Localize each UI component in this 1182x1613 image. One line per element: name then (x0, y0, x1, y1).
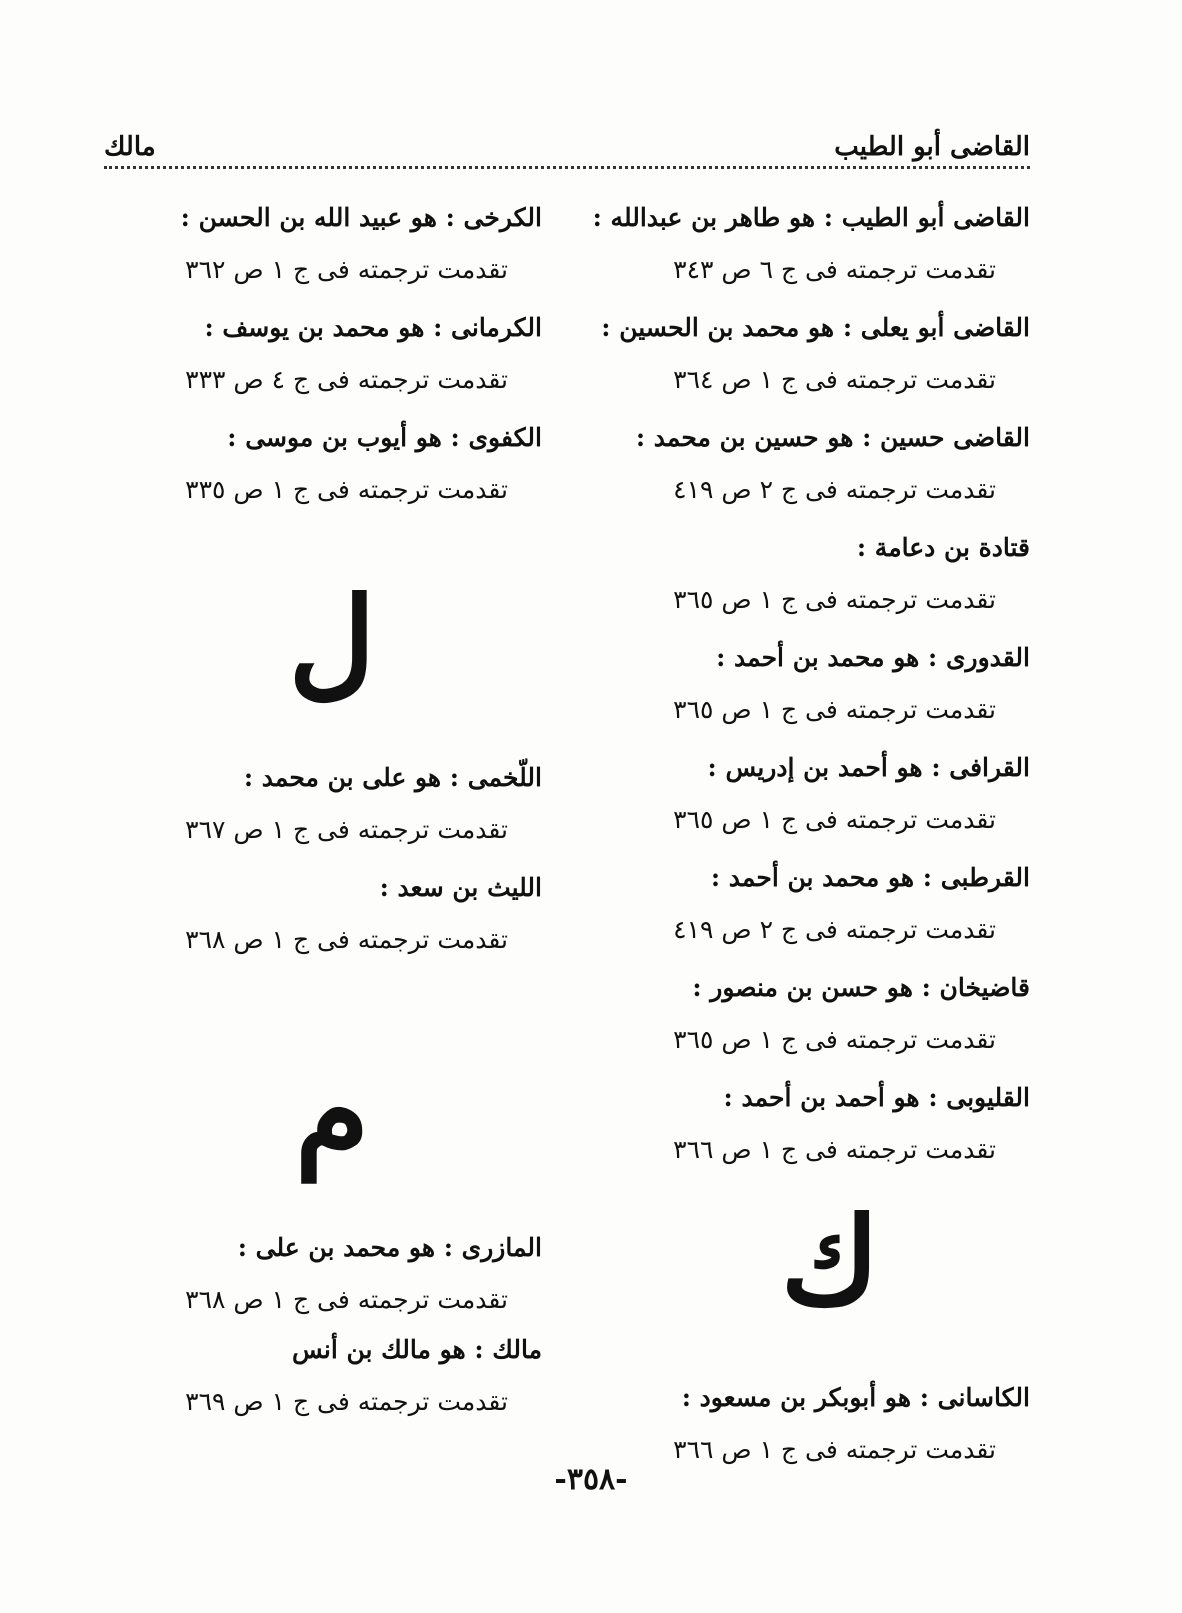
running-head-right: القاضى أبو الطيب (834, 132, 1030, 162)
entry (570, 962, 1030, 1066)
entry-heading: المازرى : هو محمد بن على : (237, 1233, 542, 1262)
entry (570, 1372, 1030, 1476)
entry-reference: تقدمت ترجمته فى ج ١ ص ٣٦٥ (673, 805, 996, 834)
entry (82, 752, 542, 856)
entry-heading: القليوبى : هو أحمد بن أحمد : (723, 1083, 1030, 1112)
entry-reference: تقدمت ترجمته فى ج ١ ص ٣٣٥ (185, 475, 508, 504)
entry-reference: تقدمت ترجمته فى ج ١ ص ٣٦٥ (673, 585, 996, 614)
entry-heading: القاضى أبو الطيب : هو طاهر بن عبدالله : (592, 203, 1030, 232)
entry-heading: مالك : هو مالك بن أنس (292, 1335, 542, 1364)
entry (570, 742, 1030, 846)
entry (82, 1324, 542, 1428)
entry (570, 522, 1030, 626)
entry-heading: اللّخمى : هو على بن محمد : (243, 763, 542, 792)
section-letter-lam: ل (288, 571, 376, 712)
entry-reference: تقدمت ترجمته فى ج ١ ص ٣٦٥ (673, 1025, 996, 1054)
entry-reference: تقدمت ترجمته فى ج ٤ ص ٣٣٣ (185, 365, 508, 394)
entry-heading: قتادة بن دعامة : (856, 533, 1030, 562)
page-number: -٣٥٨- (554, 1462, 628, 1497)
entry (82, 192, 542, 296)
entry (82, 412, 542, 516)
section-letter-kaf: ك (780, 1191, 880, 1332)
entry-heading: الكفوى : هو أيوب بن موسى : (227, 423, 542, 452)
entry (570, 1072, 1030, 1176)
entry-heading: القرافى : هو أحمد بن إدريس : (707, 753, 1030, 782)
entry-reference: تقدمت ترجمته فى ج ٢ ص ٤١٩ (673, 475, 996, 504)
entry-heading: القاضى أبو يعلى : هو محمد بن الحسين : (601, 313, 1030, 342)
running-head (104, 118, 1030, 162)
entry-heading: الليث بن سعد : (379, 873, 542, 902)
entry-heading: الكرمانى : هو محمد بن يوسف : (204, 313, 542, 342)
running-head-left: مالك (104, 132, 156, 162)
left-column (82, 192, 542, 1434)
entry (570, 852, 1030, 956)
entry (82, 1222, 542, 1326)
section-letter-mim: م (294, 1041, 370, 1182)
entry (570, 302, 1030, 406)
entry-reference: تقدمت ترجمته فى ج ١ ص ٣٦٨ (185, 1285, 508, 1314)
entry-heading: الكاسانى : هو أبوبكر بن مسعود : (681, 1383, 1030, 1412)
entry (82, 862, 542, 966)
entry-reference: تقدمت ترجمته فى ج ١ ص ٣٦٢ (185, 255, 508, 284)
entry-reference: تقدمت ترجمته فى ج ١ ص ٣٦٧ (185, 815, 508, 844)
dotted-rule (104, 166, 1030, 169)
entry-heading: قاضيخان : هو حسن بن منصور : (692, 973, 1030, 1002)
entry-reference: تقدمت ترجمته فى ج ١ ص ٣٦٦ (673, 1135, 996, 1164)
entry-heading: الكرخى : هو عبيد الله بن الحسن : (180, 203, 542, 232)
entry-heading: القرطبى : هو محمد بن أحمد : (710, 863, 1030, 892)
right-column (570, 192, 1030, 1482)
entry-reference: تقدمت ترجمته فى ج ٦ ص ٣٤٣ (673, 255, 996, 284)
entry (570, 412, 1030, 516)
entry-reference: تقدمت ترجمته فى ج ١ ص ٣٦٤ (673, 365, 996, 394)
entry-heading: القدورى : هو محمد بن أحمد : (716, 643, 1030, 672)
entry-reference: تقدمت ترجمته فى ج ١ ص ٣٦٥ (673, 695, 996, 724)
entry (82, 302, 542, 406)
entry-reference: تقدمت ترجمته فى ج ١ ص ٣٦٦ (673, 1435, 996, 1464)
entry-reference: تقدمت ترجمته فى ج ٢ ص ٤١٩ (673, 915, 996, 944)
entry-reference: تقدمت ترجمته فى ج ١ ص ٣٦٩ (185, 1387, 508, 1416)
entry-reference: تقدمت ترجمته فى ج ١ ص ٣٦٨ (185, 925, 508, 954)
entry (570, 192, 1030, 296)
entry (570, 632, 1030, 736)
entry-heading: القاضى حسين : هو حسين بن محمد : (635, 423, 1030, 452)
